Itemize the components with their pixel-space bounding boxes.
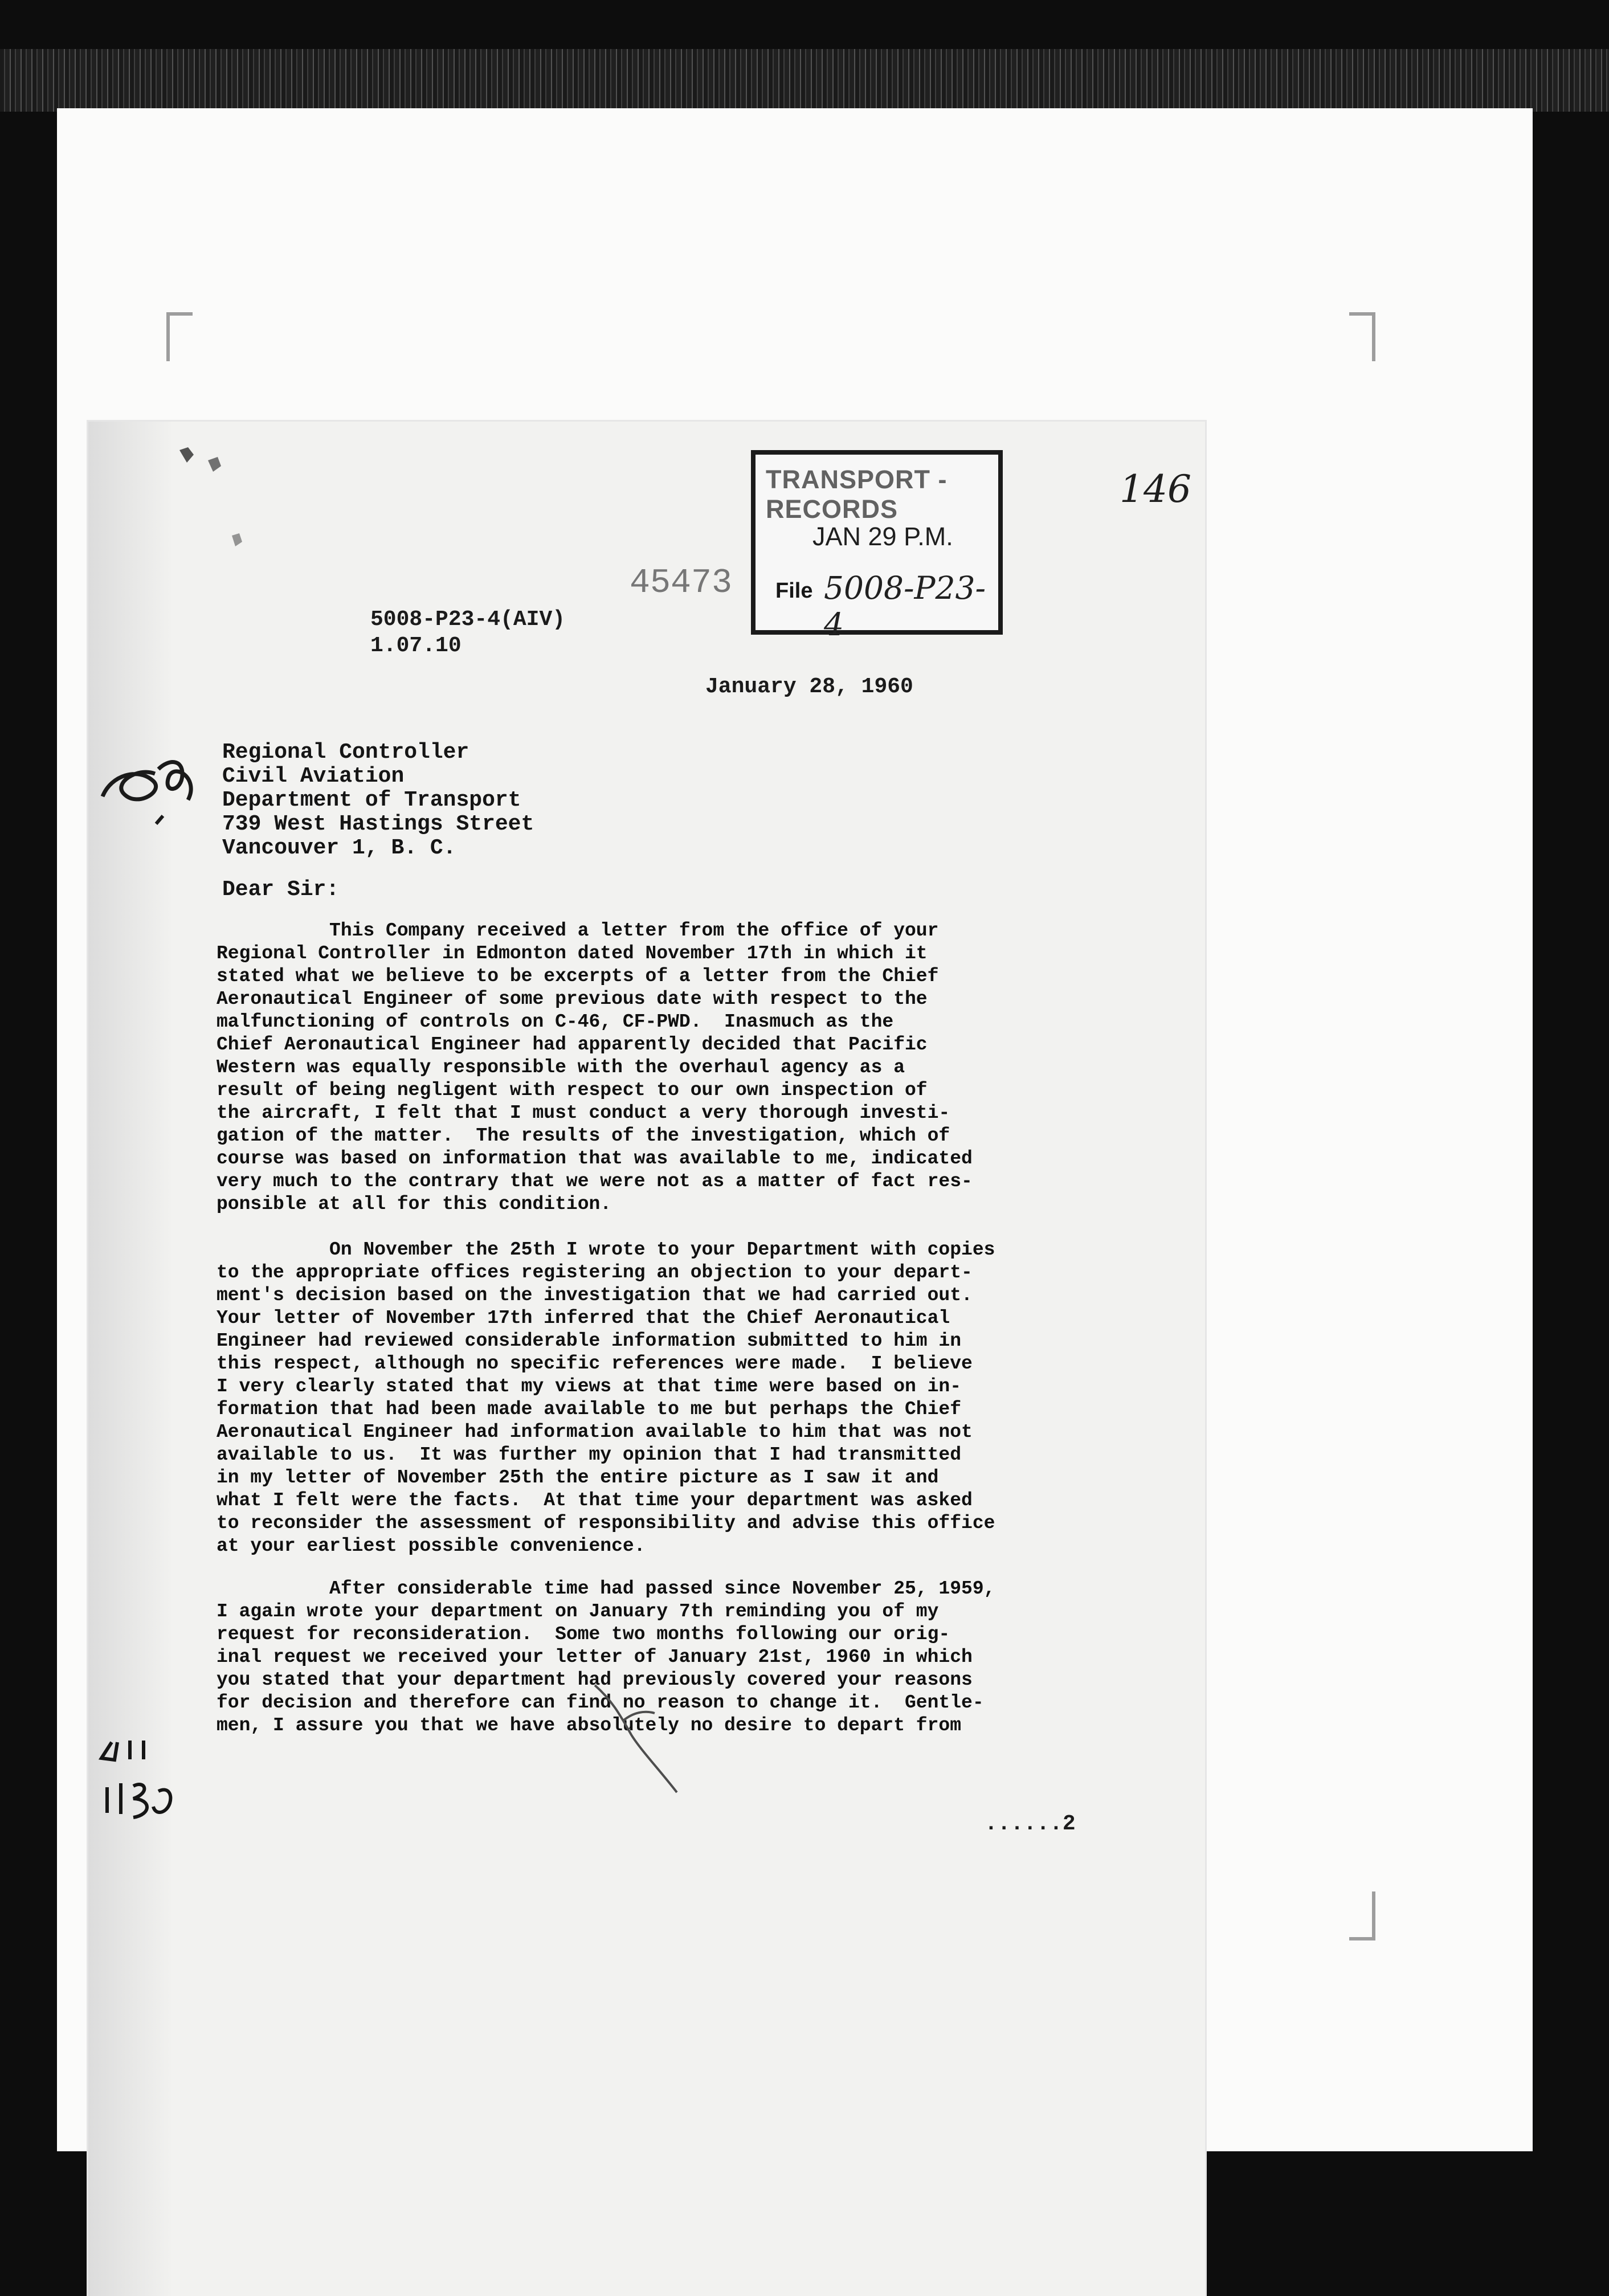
reference-line-2: 1.07.10 (370, 634, 462, 658)
film-edge (0, 49, 1609, 112)
records-stamp (751, 450, 1003, 643)
corner-mark-top-left (166, 312, 193, 361)
address-line-2: Civil Aviation (222, 764, 405, 789)
recipient-address (222, 741, 534, 860)
corner-mark-top-right (1349, 312, 1375, 361)
address-line-1: Regional Controller (222, 740, 469, 765)
handwritten-initials (91, 735, 217, 849)
address-line-4: 739 West Hastings Street (222, 812, 534, 836)
salutation: Dear Sir: (222, 877, 340, 902)
punch-marks (154, 439, 279, 564)
handwritten-number: 146 (1120, 467, 1191, 511)
body-paragraph-1: This Company received a letter from the office of your Regional Controller in Edmonton dated November 17th in which it stated what we believe to be excerpts of a letter from the Chief Aeronautical Engineer of some previous date with respect to the malfunctioning of controls on C-46, CF-PWD. Inasmuch as the Chief Aeronautical Engineer had apparently decided that Pacific Western was equally responsible with the overhaul agency as a result of being negligent with respect to our own inspection of the aircraft, I felt that I must conduct a very thorough investi- gation of the matter. The results of the investigation, which of course was based on information that was available to me, indicated very much to the contrary that we were not as a matter of fact res- ponsible at all for this condition. (217, 920, 973, 1215)
corner-mark-bottom-right (1349, 1891, 1375, 1940)
stamp-file-number: 5008-P23-4 (824, 570, 986, 643)
letter-date: January 28, 1960 (705, 675, 913, 699)
continuation-marker: ......2 (985, 1812, 1076, 1836)
document-number: 45473 (630, 564, 733, 603)
body-paragraph-3: After considerable time had passed since November 25, 1959, I again wrote your department on January 7th reminding you of my request for reconsideration. Some two months following our orig- inal request we received your letter of January 21st, 1960 in which you stated that your department had previously covered your reasons for decision and therefore can find no reason to change it. Gentle- men, I assure you that we have absolutely no desire to depart from (217, 1578, 995, 1736)
reference-block (370, 607, 565, 659)
reference-line-1: 5008-P23-4(AIV) (370, 607, 566, 632)
margin-handwriting (97, 1732, 182, 1835)
stamp-file-label: File (775, 579, 813, 603)
stamp-date: JAN 29 P.M. (812, 522, 953, 551)
handwritten-stroke (581, 1669, 701, 1806)
address-line-3: Department of Transport (222, 788, 521, 812)
stamp-title: TRANSPORT - RECORDS (766, 465, 948, 524)
address-line-5: Vancouver 1, B. C. (222, 836, 456, 860)
body-paragraph-2: On November the 25th I wrote to your Department with copies to the appropriate offices registering an objection to your depart- ment's decision based on the investigation that we had carried out. Your letter of November 17th inferred that the Chief Aeronautical Engineer had reviewed considerable information submitted to him in this respect, although no specific references were made. I believe I very clearly stated that my views at that time were based on in- formation that had been made available to me but perhaps the Chief Aeronautical Engineer had information available to him that was not available to us. It was further my opinion that I had transmitted in my letter of November 25th the entire picture as I saw it and what I felt were the facts. At that time your department was asked to reconsider the assessment of responsibility and advise this office at your earliest possible convenience. (217, 1239, 995, 1556)
